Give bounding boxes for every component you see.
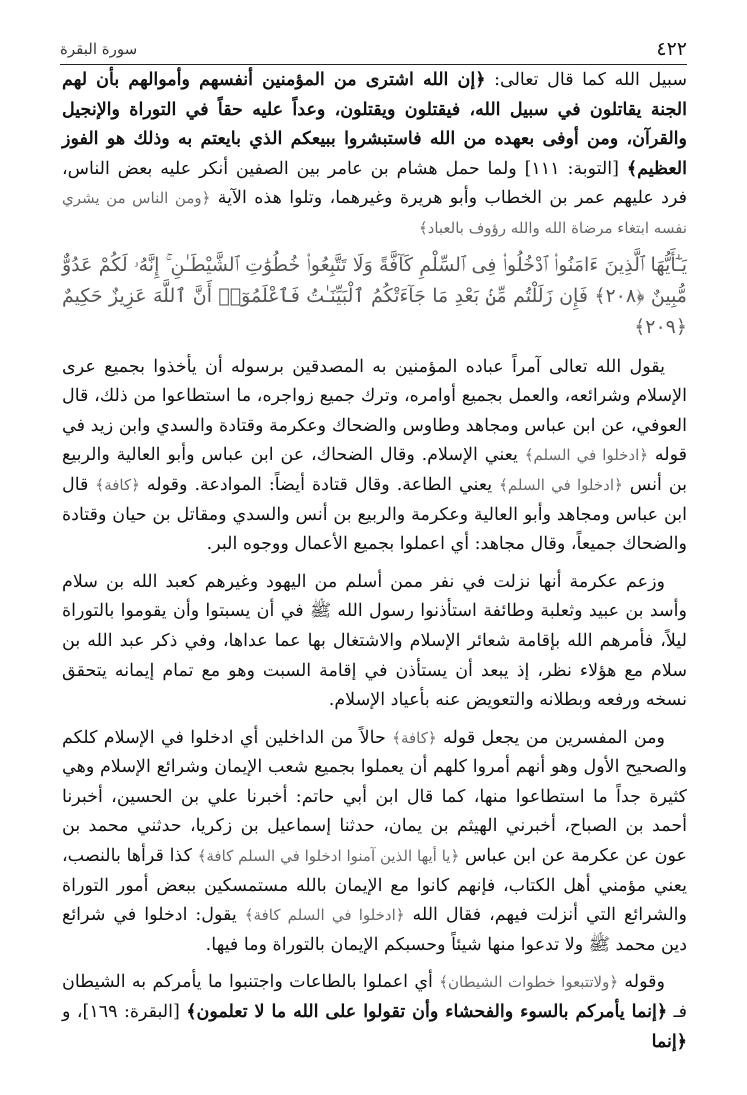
text-segment: ومن المفسرين من يجعل قوله — [436, 727, 665, 748]
paragraph-p3 — [62, 568, 687, 716]
quran-quote: ﴿إن الله اشترى من المؤمنين أنفسهم وأموالهم بأن لهم الجنة يقاتلون في سبيل الله، فيقتلون ويقتلون، وعداً عليه حقاً في التوراة والإنجيل والقرآن، ومن أوفى بعهده من الله فاستبشروا ببيعكم الذي بايعتم به وذلك هو الفوز العظيم﴾ — [62, 70, 687, 179]
text-segment: أي اعملوا بالطاعات واجتنبوا ما يأمركم به الشيطان فـ — [62, 972, 687, 1023]
quran-quote: ﴿كافة﴾ — [95, 475, 140, 494]
text-segment: وقوله — [618, 972, 665, 993]
paragraph-p5 — [62, 968, 687, 1057]
quran-quote: ﴿ومن الناس من يشري نفسه ابتغاء مرضاة الله والله رؤوف بالعباد﴾ — [62, 189, 687, 237]
page-header — [60, 36, 687, 65]
page-body — [62, 66, 687, 1057]
text-segment: يعني الطاعة. وقال قتادة أيضاً: الموادعة. وقوله — [139, 474, 500, 495]
quran-quote: ﴿ولاتتبعوا خطوات الشيطان﴾ — [439, 973, 619, 992]
quran-quote: ﴿إنما — [651, 1031, 687, 1052]
paragraph-p2 — [62, 353, 687, 560]
text-segment: يقول: ادخلوا في شرائع دين محمد ﷺ ولا تدعوا منها شيئاً وحسبكم الإيمان بالتوراة وما فيها. — [62, 905, 687, 955]
quran-quote: ﴿ادخلوا في السلم كافة﴾ — [244, 906, 405, 925]
text-segment: سبيل الله كما قال تعالى: — [485, 70, 687, 90]
paragraph-p4 — [62, 724, 687, 961]
quran-quote: ﴿ادخلوا في السلم﴾ — [499, 475, 623, 494]
text-segment: [التوبة: ١١١] ولما حمل هشام بن عامر بين الصفين أنكر عليه بعض الناس، فرد عليهم عمر بن الخطاب وأبو هريرة وغيرهما، وتلوا هذه الآية — [62, 158, 687, 209]
text-segment: كذا قرأها بالنصب، يعني مؤمني أهل الكتاب، فإنهم كانوا مع الإيمان بالله مستمسكين ببعض أمور التوراة والشرائع التي أنزلت فيهم، فقال الله — [62, 846, 687, 926]
text-segment: يعني الإسلام. وقال الضحاك، عن ابن عباس وأبو العالية والربيع بن أنس — [62, 445, 688, 495]
text-segment: قال ابن عباس ومجاهد وأبو العالية وعكرمة والربيع بن أنس والسدي ومقاتل بن حيان وقتادة والضحاك جميعاً، وقال مجاهد: أي اعملوا بجميع الأعمال ووجوه البر. — [62, 474, 687, 555]
quran-quote: ﴿ادخلوا في السلم﴾ — [524, 446, 649, 465]
page-number: ٤٢٢ — [656, 38, 687, 60]
quran-quote: ﴿كافة﴾ — [392, 728, 437, 747]
quran-quote: ﴿يا أيها الذين آمنوا ادخلوا في السلم كافة﴾ — [197, 847, 460, 866]
text-segment: [البقرة: ١٦٩]، و — [62, 1002, 187, 1023]
quran-quote: ﴿إنما يأمركم بالسوء والفحشاء وأن تقولوا على الله ما لا تعلمون﴾ — [186, 1002, 668, 1023]
text-segment: حالاً من الداخلين أي ادخلوا في الإسلام كلكم والصحيح الأول وهو أنهم أمروا كلهم أن يعملوا بجميع شعب الإيمان وشرائع الإسلام وهي كثيرة جداً ما استطاعوا منها، كما قال ابن أبي حاتم: أخبرنا علي بن الحسين، أخبرنا أحمد بن الصباح، أخبرني الهيثم بن يمان، حدثنا إسماعيل بن زكريا، حدثني محمد بن عون عن عكرمة عن ابن عباس — [62, 727, 687, 867]
text-segment: يقول الله تعالى آمراً عباده المؤمنين به المصدقين برسوله أن يأخذوا بجميع عرى الإسلام وشرائعه، والعمل بجميع أوامره، وترك جميع زواجره، ما استطاعوا من ذلك، قال العوفي، عن ابن عباس ومجاهد وطاوس والضحاك وعكرمة وقتادة والسدي وابن زيد في قوله — [62, 356, 688, 466]
paragraph-p1 — [62, 66, 687, 244]
surah-name: سورة البقرة — [60, 40, 138, 58]
text-segment: وزعم عكرمة أنها نزلت في نفر ممن أسلم من اليهود وغيرهم كعبد الله بن سلام وأسد بن عبيد وثعلبة وطائفة استأذنوا رسول الله ﷺ في أن يسبتوا وأن يقوموا بالتوراة ليلاً، فأمرهم الله بإقامة شعائر الإسلام والاشتغال بها عما عداها، وفي ذكر عبد الله بن سلام مع هؤلاء نظر، إذ يبعد أن يستأذن في إقامة السبت وهو مع تمام إيمانه يتحقق نسخه ورفعه وبطلانه والتعويض عنه بأعياد الإسلام. — [62, 571, 687, 711]
verse-block: يَـٰٓأَيُّهَا ٱلَّذِينَ ءَامَنُوا۟ ٱدْخُلُوا۟ فِى ٱلسِّلْمِ كَآفَّةً وَلَا تَتَّبِعُوا۟ خُطُوَٰتِ ٱلشَّيْطَـٰنِ ۚ إِنَّهُۥ لَكُمْ عَدُوٌّ مُّبِينٌ ﴿٢٠٨﴾ فَإِن زَلَلْتُم مِّنۢ بَعْدِ مَا جَآءَتْكُمُ ٱلْبَيِّنَـٰتُ فَٱعْلَمُوٓا۟ أَنَّ ٱللَّهَ عَزِيزٌ حَكِيمٌ ﴿٢٠٩﴾ — [62, 253, 687, 338]
